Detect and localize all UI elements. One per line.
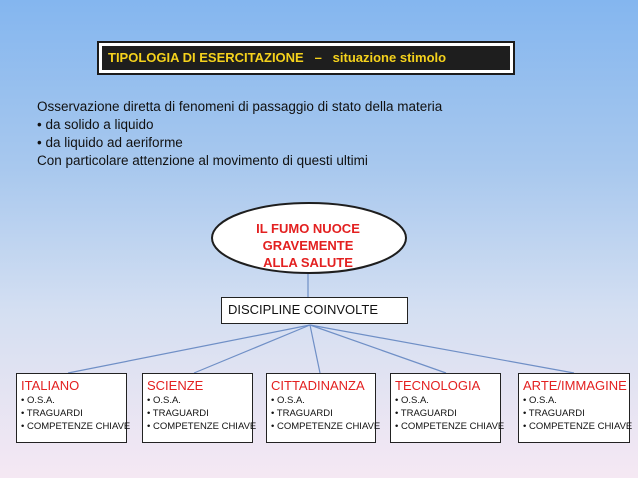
subject-name: CITTADINANZA — [271, 378, 365, 393]
connector-tecnologia — [310, 325, 446, 373]
subject-item: • O.S.A. — [523, 394, 625, 407]
title-dash: – — [314, 50, 322, 65]
subject-item: • O.S.A. — [21, 394, 122, 407]
intro-line-4: Con particolare attenzione al movimento di questi ultimi — [37, 153, 368, 168]
subject-item: • TRAGUARDI — [271, 407, 371, 420]
disciplines-box: DISCIPLINE COINVOLTE — [221, 297, 408, 324]
subject-box-scienze — [142, 373, 257, 443]
connector-arte — [310, 325, 574, 373]
subject-name: ARTE/IMMAGINE — [523, 378, 627, 393]
intro-bullet-1: • da solido a liquido — [37, 117, 154, 132]
topic-label — [240, 220, 376, 271]
subject-item: • COMPETENZE CHIAVE — [271, 420, 371, 433]
connector-scienze — [194, 325, 310, 373]
subject-item: • TRAGUARDI — [523, 407, 625, 420]
subject-box-tecnologia — [390, 373, 505, 443]
subject-item: • O.S.A. — [147, 394, 248, 407]
intro-bullet-2: • da liquido ad aeriforme — [37, 135, 183, 150]
subject-name: ITALIANO — [21, 378, 80, 393]
subject-item: • TRAGUARDI — [147, 407, 248, 420]
subject-box-cittadinanza — [266, 373, 381, 443]
subject-name: TECNOLOGIA — [395, 378, 481, 393]
connector-cittadinanza — [310, 325, 320, 373]
connector-italiano — [68, 325, 310, 373]
topic-line-3: ALLA SALUTE — [263, 255, 353, 270]
subject-item: • TRAGUARDI — [395, 407, 496, 420]
subject-item: • COMPETENZE CHIAVE — [147, 420, 248, 433]
intro-line-1: Osservazione diretta di fenomeni di passaggio di stato della materia — [37, 99, 443, 114]
subject-item: • COMPETENZE CHIAVE — [395, 420, 496, 433]
subject-item: • TRAGUARDI — [21, 407, 122, 420]
subject-item: • O.S.A. — [271, 394, 371, 407]
subject-item: • COMPETENZE CHIAVE — [21, 420, 122, 433]
topic-line-1: IL FUMO NUOCE — [256, 221, 360, 236]
subject-item: • O.S.A. — [395, 394, 496, 407]
subject-item: • COMPETENZE CHIAVE — [523, 420, 625, 433]
topic-line-2: GRAVEMENTE — [262, 238, 354, 253]
subject-box-italiano — [16, 373, 131, 443]
title-right: situazione stimolo — [332, 50, 447, 65]
subject-name: SCIENZE — [147, 378, 204, 393]
title-left: TIPOLOGIA DI ESERCITAZIONE — [108, 50, 304, 65]
subject-box-arte-immagine — [518, 373, 633, 443]
